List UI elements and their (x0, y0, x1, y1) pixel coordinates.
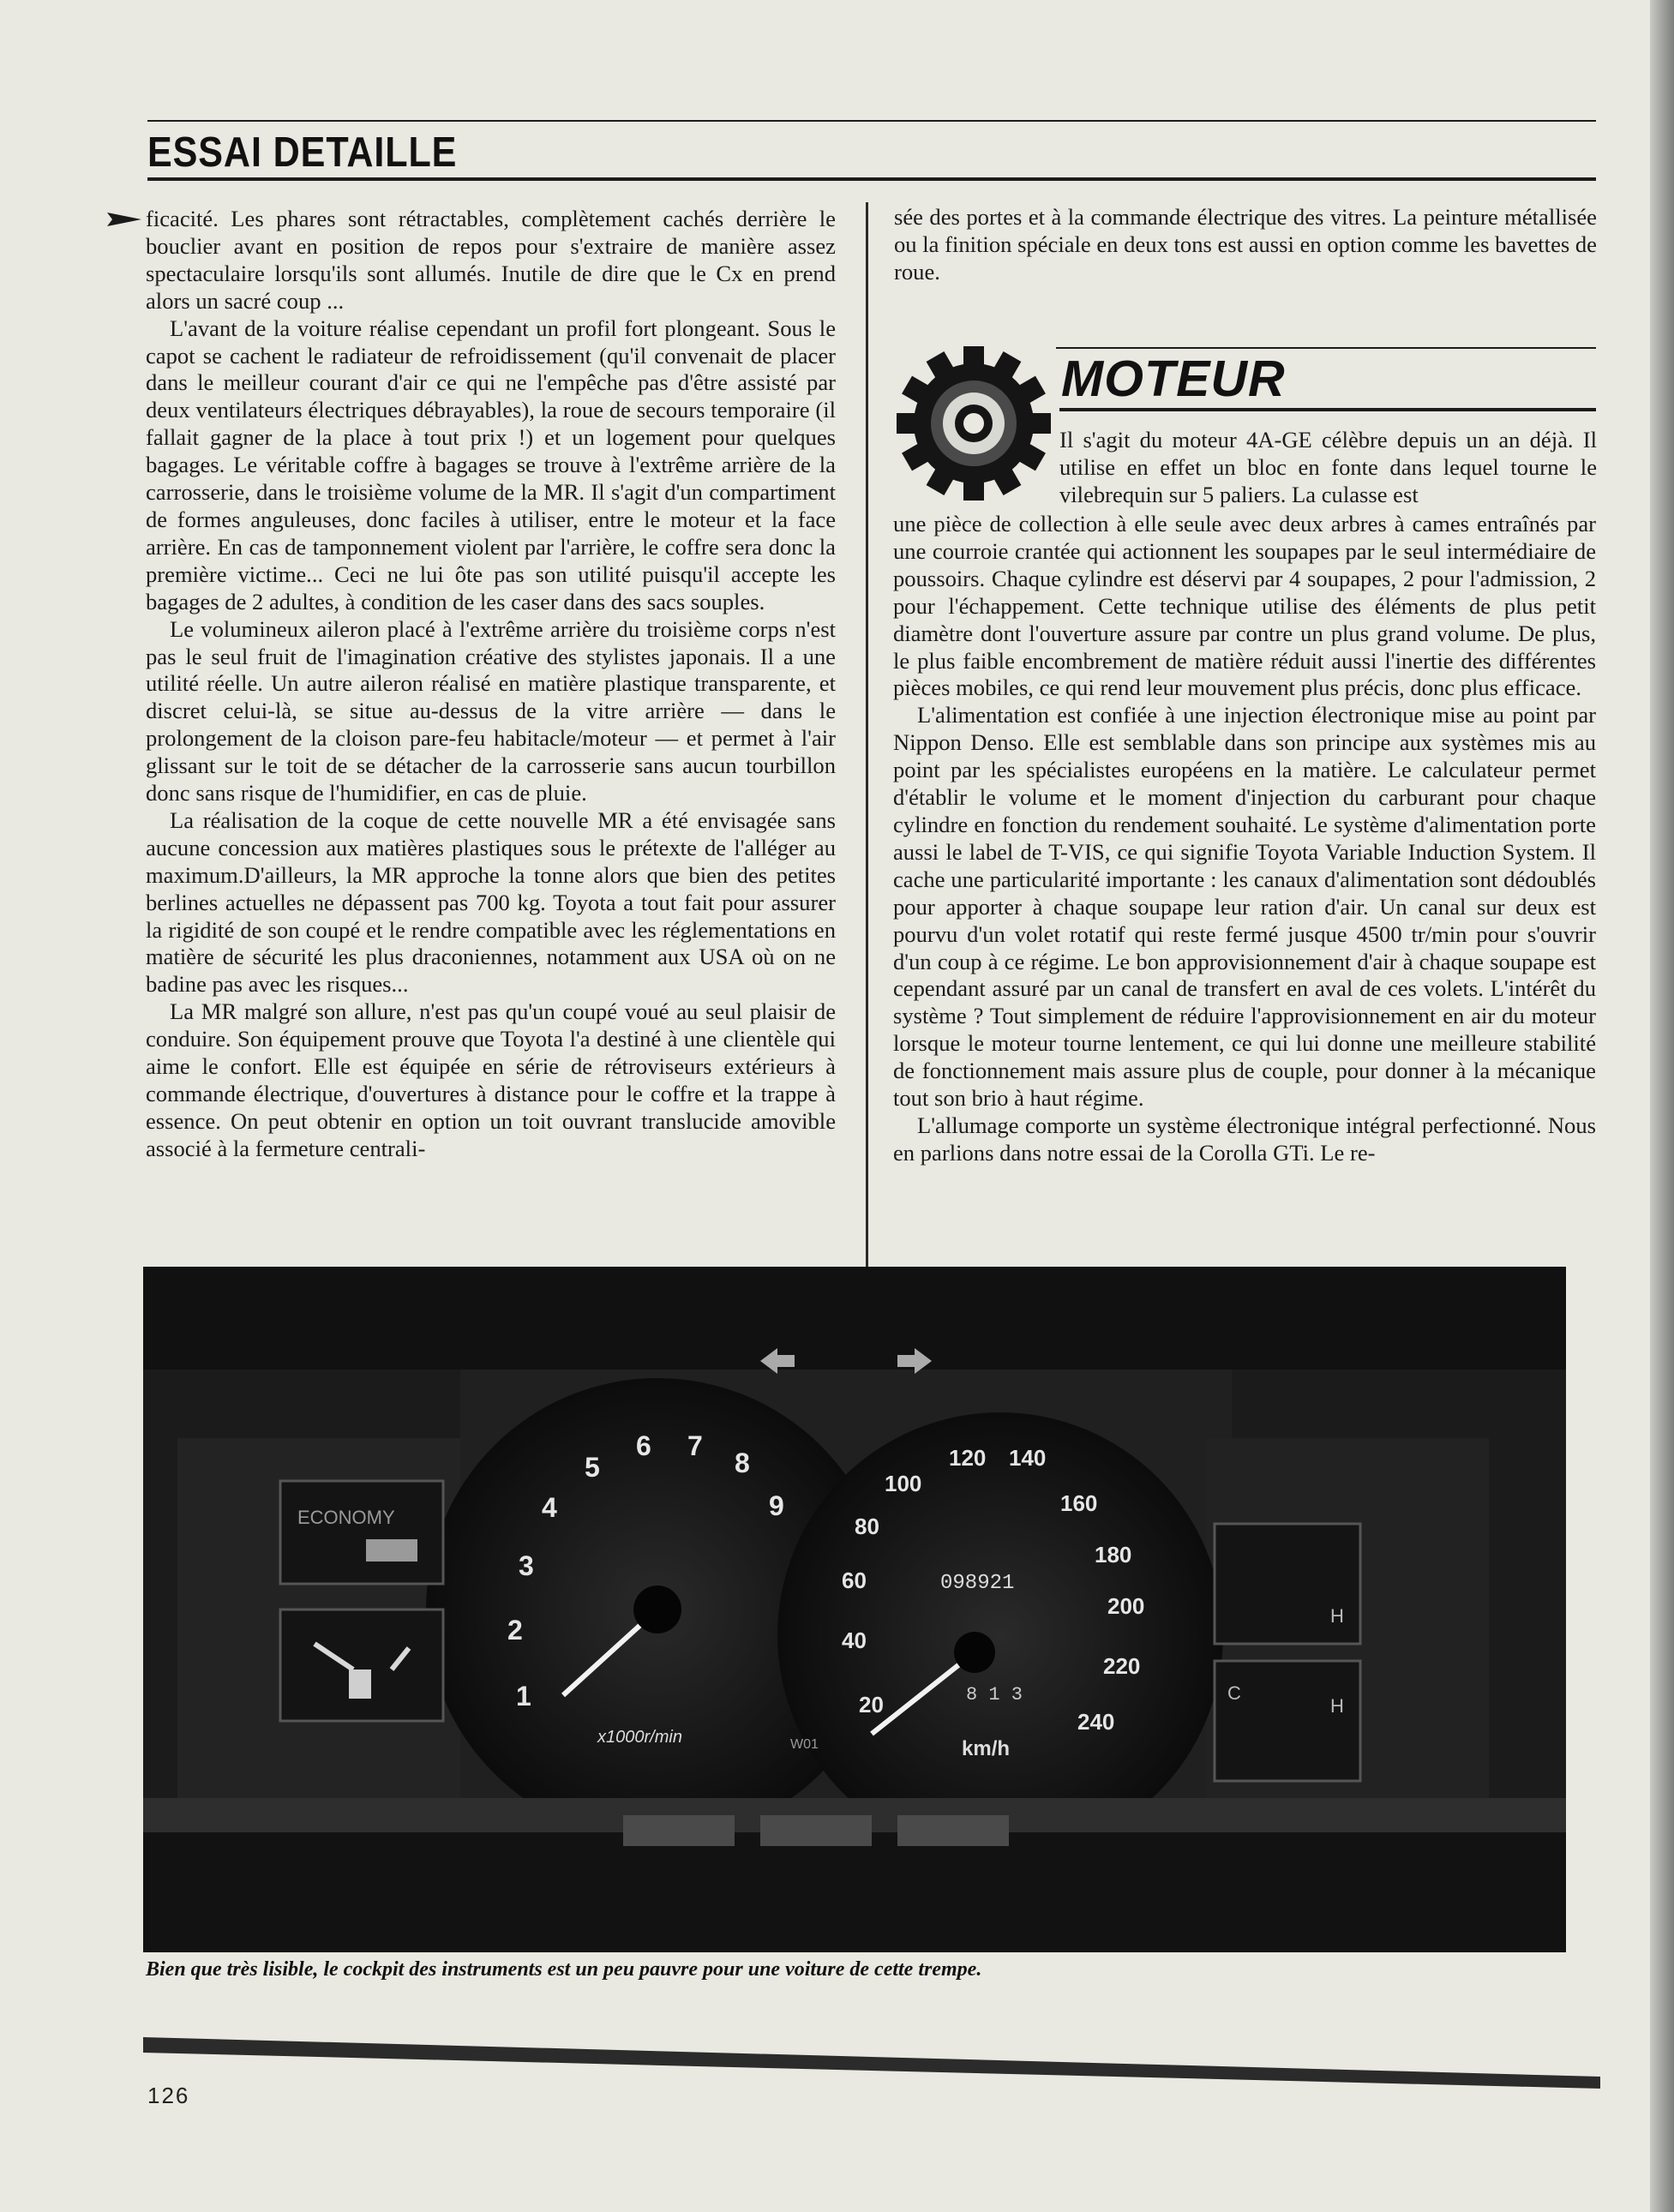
paragraph: La réalisation de la coque de cette nouvelle MR a été envisagée sans aucune concession aux matières plastiques sous le prétexte de l'alléger au maximum.D'ailleurs, la MR approche la tonne alors que bien des petites berlines actuelles ne dépassent pas 700 kg. Toyota a tout fait pour assurer la rigidité de son coupé et le rendre compatible avec les réglementations en matière de sécurité les plus draconiennes, notamment aux USA où on ne badine pas avec les risques... (146, 806, 836, 998)
left-column (146, 206, 836, 1163)
photo-caption: Bien que très lisible, le cockpit des instruments est un peu pauvre pour une voiture de cette trempe. (146, 1958, 982, 1981)
economy-label: ECONOMY (297, 1507, 395, 1528)
speed-number: 100 (885, 1471, 922, 1496)
tach-number: 7 (687, 1430, 703, 1461)
oil-hot-label: H (1330, 1605, 1344, 1627)
paragraph: L'allumage comporte un système électronique intégral perfectionné. Nous en parlions dans notre essai de la Corolla GTi. Le re- (893, 1112, 1596, 1166)
speed-number: 60 (842, 1568, 867, 1593)
instrument-cluster-photo (143, 1267, 1566, 1952)
paragraph: L'alimentation est confiée à une injection électronique mise au point par Nippon Denso. Elle est semblable dans son principe aux systèmes mis au point par les spécialistes européens en la matière. Le calculateur permet d'établir le volume et le moment d'injection du carburant pour chaque cylindre en fonction du rendement souhaité. Le système d'alimentation porte aussi le label de T-VIS, ce qui signifie Toyota Variable Induction System. Il cache une particularité importante : les canaux d'alimentation sont dédoublés pour apporter à chaque soupape leur ration d'air. Un canal sur deux est pourvu d'un volet rotatif qui reste fermé jusque 4500 tr/min pour s'ouvrir d'un coup à ce régime. Le bon approvisionnement d'air à chaque soupape est cependant assuré par un canal de transfert en aval de ces volets. L'intérêt du système ? Tout simplement de réduire l'approvisionnement en air du moteur lorsque le moteur tourne lentement, ce qui lui donne une meilleure stabilité de fonctionnement mais assure plus de couple, pour donner à la mécanique tout son brio à haut régime. (893, 702, 1596, 1112)
paragraph: ficacité. Les phares sont rétractables, complètement cachés derrière le bouclier avant en position de repos pour s'extraire de manière assez spectaculaire lorsqu'ils sont allumés. Inutile de dire que le Cx en prend alors un sacré coup ... (146, 206, 836, 314)
tach-number: 6 (636, 1430, 651, 1461)
speed-number: 20 (859, 1692, 884, 1717)
tach-unit: x1000r/min (597, 1728, 682, 1747)
fuel-gauge (280, 1610, 443, 1721)
temp-cold-label: C (1227, 1682, 1241, 1704)
odometer: 098921 (940, 1572, 1015, 1595)
paragraph: Le volumineux aileron placé à l'extrême arrière du troisième corps n'est pas le seul fruit de l'imagination créative des stylistes japonais. Il a une utilité réelle. Un autre aileron réalisé en matière plastique transparente, et discret celui-là, se situe au-dessus de la vitre arrière — dans le prolongement de la cloison pare-feu habitacle/moteur — et permet à l'air glissant sur le toit de se détacher de la carrosserie sans aucun tourbillon donc sans risque de l'humidifier, en cas de pluie. (146, 615, 836, 806)
speed-unit: km/h (962, 1737, 1011, 1760)
moteur-rule-top (1056, 347, 1596, 349)
tach-number: 4 (542, 1492, 557, 1523)
paragraph: La MR malgré son allure, n'est pas qu'un coupé voué au seul plaisir de conduire. Son équipement prouve que Toyota l'a destiné à une clientèle qui aime le confort. Elle est équipée en série de rétroviseurs extérieurs à commande électrique, d'ouvertures à distance pour le coffre et la trappe à essence. On peut obtenir en option un toit ouvrant translucide amovible associé à la fermeture centrali- (146, 998, 836, 1161)
tach-number: 2 (507, 1615, 523, 1646)
moteur-rule (1059, 408, 1596, 411)
paragraph: sée des portes et à la commande électrique des vitres. La peinture métallisée ou la finition spéciale en deux tons est aussi en option comme les bavettes de roue. (894, 204, 1597, 285)
page-edge (1650, 0, 1674, 2212)
header-rule-top (147, 120, 1596, 122)
speed-number: 220 (1103, 1653, 1141, 1679)
tach-number: 8 (735, 1448, 750, 1478)
paragraph: L'avant de la voiture réalise cependant un profil fort plongeant. Sous le capot se cachent le radiateur de refroidissement (qu'il convenait de placer dans le meilleur courant d'air ce qui ne l'empêche pas d'être assisté par deux ventilateurs électriques débrayables), la roue de secours temporaire (il fallait gagner de la place à tout prix !) et un logement pour quelques bagages. Le véritable coffre à bagages se trouve à l'extrême arrière de la carrosserie, dans le troisième volume de la MR. Il s'agit d'un compartiment de formes anguleuses, donc faciles à utiliser, entre le moteur et la face arrière. En cas de tamponnement violent par l'arrière, le coffre sera donc la première victime... Ceci ne lui ôte pas son utilité puisqu'il accepte les bagages de 2 adultes, à condition de les caser dans des sacs souples. (146, 315, 836, 614)
paragraph: Il s'agit du moteur 4A-GE célèbre depuis un an déjà. Il utilise en effet un bloc en fonte dans lequel tourne le vilebrequin sur 5 paliers. La culasse est (1059, 427, 1597, 507)
speed-number: 140 (1009, 1445, 1047, 1471)
continuation-arrow-icon (107, 213, 141, 226)
right-column-body (893, 511, 1596, 1167)
speed-number: 240 (1077, 1709, 1115, 1735)
tach-number: 9 (769, 1490, 784, 1521)
trip-meter: 8 1 3 (966, 1684, 1023, 1705)
speed-number: 160 (1060, 1490, 1098, 1516)
speed-number: 40 (842, 1628, 867, 1653)
tach-number: 5 (585, 1452, 600, 1483)
column-divider (866, 202, 868, 1269)
header-rule (147, 177, 1596, 181)
temp-gauge (1215, 1661, 1360, 1781)
speed-number: 80 (855, 1514, 879, 1539)
fuel-pump-icon (349, 1669, 371, 1699)
tach-number: 1 (516, 1681, 531, 1711)
right-column-top (894, 204, 1597, 286)
gauge-code: W01 (790, 1737, 819, 1752)
page-number: 126 (147, 2083, 190, 2108)
tach-number: 3 (519, 1550, 534, 1581)
speed-number: 200 (1107, 1593, 1145, 1619)
dashboard-illustration (143, 1267, 1566, 1952)
paragraph: une pièce de collection à elle seule avec deux arbres à cames entraînés par une courroie crantée qui actionnent les soupapes par le seul intermédiaire de poussoirs. Chaque cylindre est déservi par 4 soupapes, 2 pour l'admission, 2 pour l'échappement. Cette technique utilise des éléments de plus petit diamètre dont l'ouverture assure par contre un plus grand volume. De plus, le plus faible encombrement de matière réduit aussi l'inertie des différentes pièces mobiles, ce qui rend leur mouvement plus précis, donc plus efficace. (893, 511, 1596, 701)
decorative-band (143, 2037, 1600, 2089)
speed-number: 180 (1095, 1542, 1132, 1568)
gear-icon (896, 345, 1052, 501)
moteur-intro (1059, 427, 1597, 509)
moteur-title: MOTEUR (1061, 351, 1286, 407)
economy-gauge (280, 1481, 443, 1584)
speed-number: 120 (949, 1445, 987, 1471)
section-title: ESSAI DETAILLE (147, 129, 458, 176)
temp-hot-label: H (1330, 1695, 1344, 1717)
